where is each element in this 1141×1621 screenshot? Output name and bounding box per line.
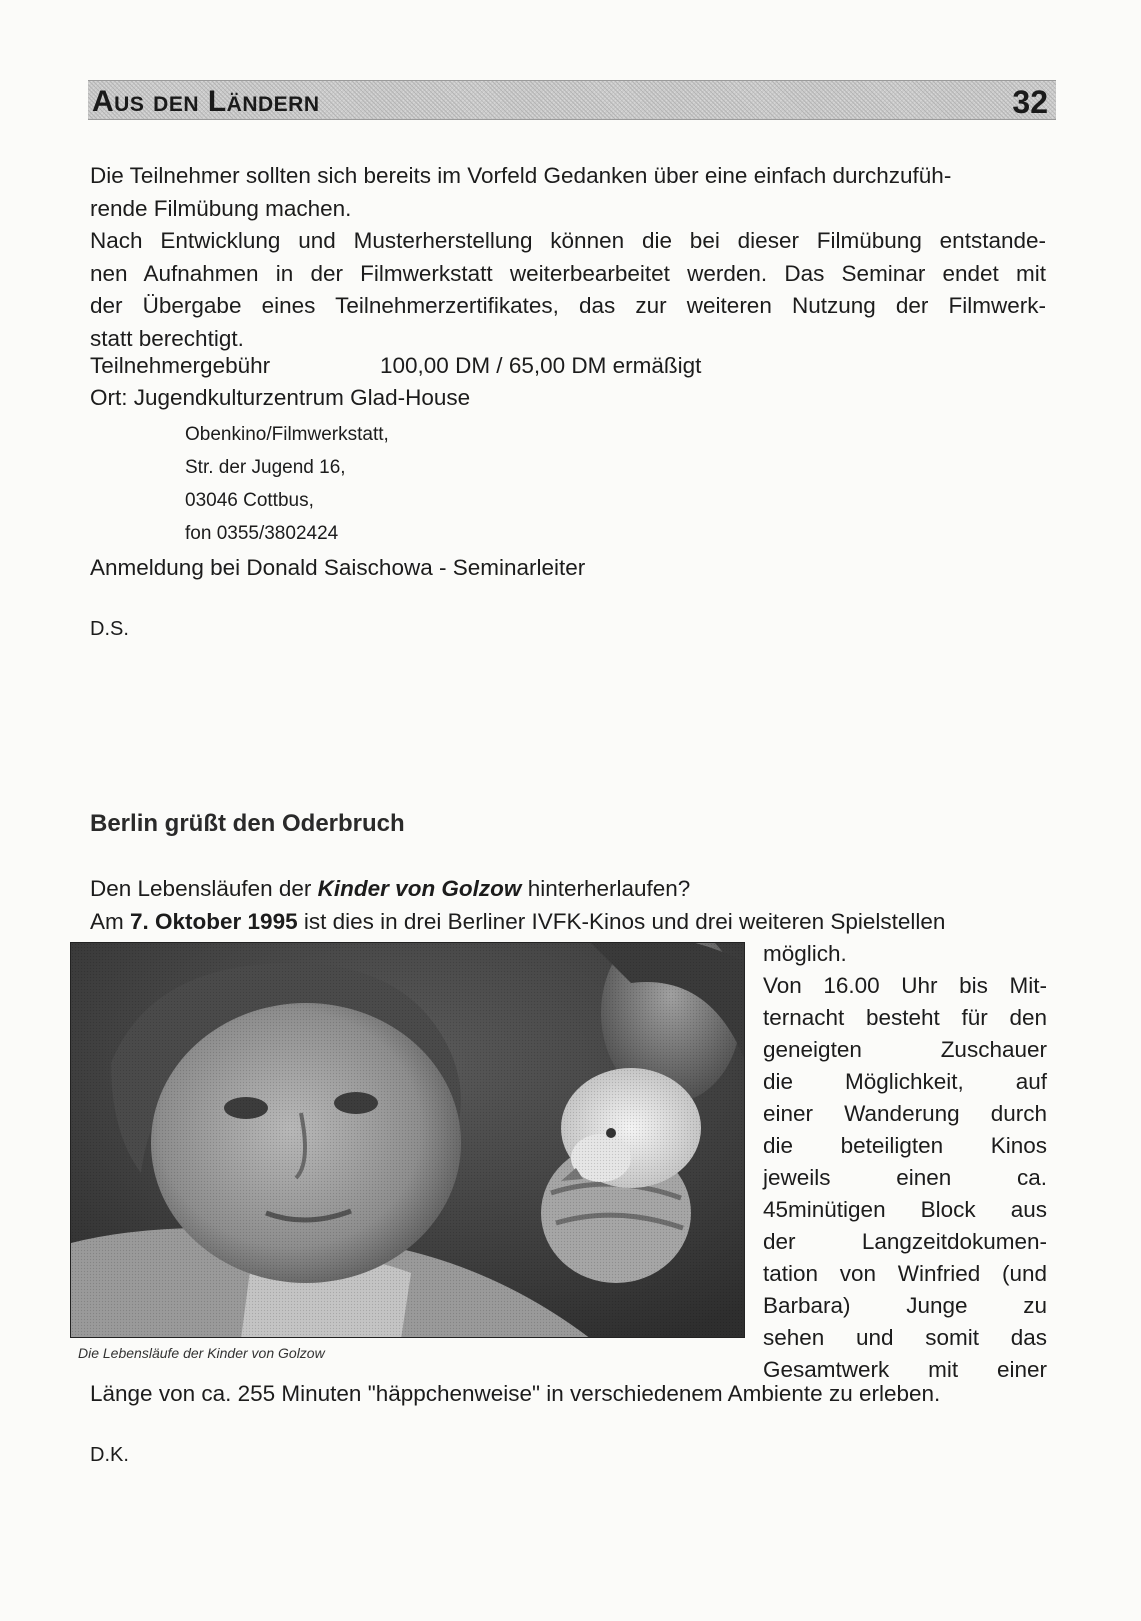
text-line: die Möglichkeit, auf (763, 1069, 1047, 1094)
address-line: Obenkino/Filmwerkstatt, (185, 424, 389, 445)
text-line: Von 16.00 Uhr bis Mit- (763, 973, 1047, 998)
article2-date-line (90, 906, 1046, 938)
fee-row (90, 350, 701, 382)
address-line: Str. der Jugend 16, (185, 457, 346, 478)
address-block (185, 418, 389, 550)
article2-final-line: Länge von ca. 255 Minuten "häppchenweise" in verschiedenem Ambiente zu erleben. (90, 1381, 941, 1406)
text-line: ternacht besteht für den (763, 1005, 1047, 1030)
event-date: 7. Oktober 1995 (130, 909, 298, 934)
address-line: fon 0355/3802424 (185, 523, 339, 544)
page-number: 32 (1012, 84, 1048, 120)
location-line: Ort: Jugendkulturzentrum Glad-House (90, 385, 471, 410)
article2-heading: Berlin grüßt den Oderbruch (90, 810, 405, 837)
text-line: der Übergabe eines Teilnehmerzertifikates, das zur weiteren Nutzung der Filmwerk- (90, 293, 1046, 318)
text-line: die beteiligten Kinos (763, 1133, 1047, 1158)
film-title: Kinder von Golzow (317, 876, 522, 901)
photo-children-with-duckling (71, 943, 745, 1338)
article1-paragraphs (90, 160, 1046, 355)
text-line: einer Wanderung durch (763, 1101, 1047, 1126)
lead-prefix: Den Lebensläufen der (90, 876, 318, 901)
article2-side-column (763, 938, 1047, 1386)
article1-para1 (90, 160, 1046, 225)
article1-signature: D.S. (90, 618, 129, 640)
article1-para2 (90, 225, 1046, 355)
fee-label: Teilnehmergebühr (90, 353, 271, 378)
section-title: Aus den Ländern (92, 85, 320, 118)
text-line: jeweils einen ca. (763, 1165, 1047, 1190)
text-line: Nach Entwicklung und Musterherstellung können die bei dieser Filmübung entstande- (90, 228, 1046, 253)
text-line: tation von Winfried (und (763, 1261, 1047, 1286)
address-line: 03046 Cottbus, (185, 490, 314, 511)
text-line: Barbara) Junge zu (763, 1293, 1047, 1318)
article2-lead-line (90, 873, 690, 905)
photo-caption: Die Lebensläufe der Kinder von Golzow (78, 1345, 325, 1361)
registration-line: Anmeldung bei Donald Saischowa - Seminarleiter (90, 555, 586, 580)
date-prefix: Am (90, 909, 131, 934)
text-line: nen Aufnahmen in der Filmwerkstatt weiterbearbeitet werden. Das Seminar endet mit (90, 260, 1046, 286)
fee-value: 100,00 DM / 65,00 DM ermäßigt (380, 353, 702, 378)
text-line: 45minütigen Block aus (763, 1197, 1047, 1222)
text-line: möglich. (763, 941, 847, 966)
section-header-bar (88, 80, 1056, 120)
lead-suffix: hinterherlaufen? (521, 876, 691, 901)
article2-signature: D.K. (90, 1444, 129, 1466)
text-line: statt berechtigt. (90, 325, 244, 351)
text-line: Die Teilnehmer sollten sich bereits im Vorfeld Gedanken über eine einfach durchzufüh- (90, 163, 952, 188)
text-line: der Langzeitdokumen- (763, 1229, 1047, 1254)
text-line: sehen und somit das (763, 1325, 1047, 1350)
article-photo (70, 942, 745, 1338)
date-suffix: ist dies in drei Berliner IVFK-Kinos und drei weiteren Spielstellen (297, 909, 946, 934)
text-line: Gesamtwerk mit einer (763, 1357, 1047, 1382)
text-line: rende Filmübung machen. (90, 195, 352, 221)
text-line: geneigten Zuschauer (763, 1037, 1047, 1062)
